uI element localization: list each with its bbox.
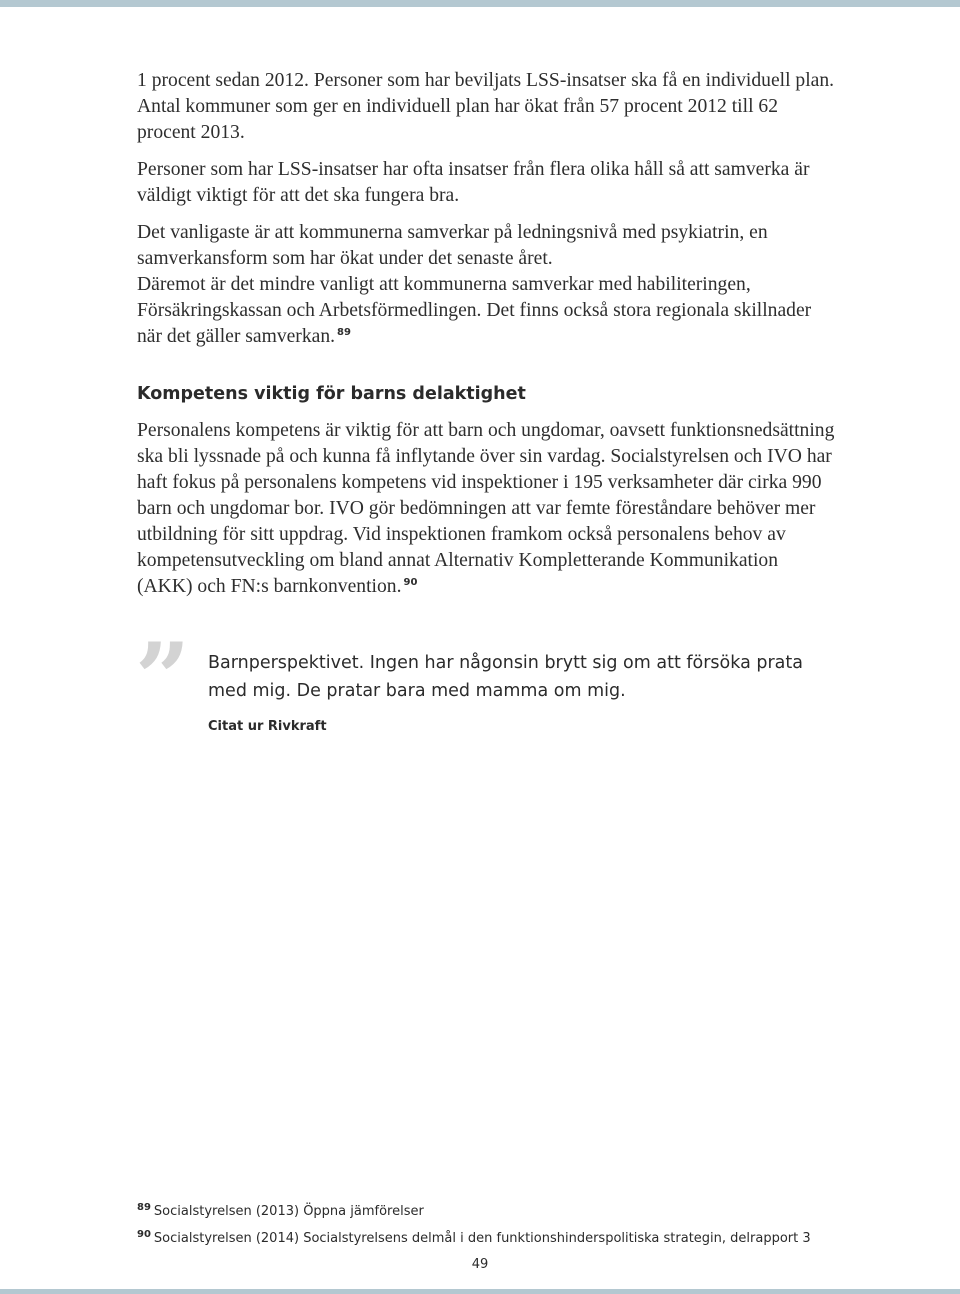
main-content [137,68,837,611]
paragraph-1: 1 procent sedan 2012. Personer som har beviljats LSS-insatser ska få en individuell plan. Antal kommuner som ger en individuell plan har ökat från 57 procent 2012 till 62 procent 2013. [137,70,835,143]
quote-mark-icon: ” [135,622,191,735]
footnote-number: 89 [137,1202,151,1213]
pull-quote [135,622,837,745]
paragraph-2: Personer som har LSS-insatser har ofta insatser från flera olika håll så att samverka är väldigt viktigt för att det ska fungera bra. [137,159,810,206]
top-border-bar [0,0,960,7]
paragraph-4-text: Däremot är det mindre vanligt att kommunerna samverkar med habiliteringen, Försäkringskassan och Arbetsförmedlingen. Det finns också stora regionala skillnader när det gäller samverkan. [137,274,812,347]
footnote-89 [137,1196,897,1223]
footnote-ref-89: 89 [337,327,351,338]
footnote-90 [137,1223,897,1250]
footnote-text: Socialstyrelsen (2013) Öppna jämförelser [153,1204,424,1219]
section-body-text: Personalens kompetens är viktig för att barn och ungdomar, oavsett funktionsnedsättning ska bli lyssnade på och kunna få inflytande över sin vardag. Socialstyrelsen och IVO har haft fokus på personalens kompetens vid inspektioner i 195 verksamheter där cirka 990 barn och ungdomar bor. IVO gör bedömningen att var femte föreståndare behöver mer utbildning för sitt uppdrag. Vid inspektionen framkom också personalens behov av kompetensutveckling om bland annat Alternativ Kompletterande Kommunikation (AKK) och FN:s barnkonvention. [137,420,835,597]
footnote-text: Socialstyrelsen (2014) Socialstyrelsens delmål i den funktionshinderspolitiska strategin, delrapport 3 [153,1231,811,1246]
page-number: 49 [471,1257,489,1272]
section-heading: Kompetens viktig för barns delaktighet [137,384,526,404]
footnotes [137,1196,897,1250]
quote-source: Citat ur Rivkraft [208,719,327,734]
footnote-number: 90 [137,1229,151,1240]
footnote-ref-90: 90 [403,577,418,588]
bottom-border-bar [0,1289,960,1294]
paragraph-3: Det vanligaste är att kommunerna samverkar på ledningsnivå med psykiatrin, en samverkansform som har ökat under det senaste året. [137,222,768,269]
quote-text: Barnperspektivet. Ingen har någonsin brytt sig om att försöka prata med mig. De pratar bara med mamma om mig. [208,653,803,701]
section-body [137,418,837,600]
paragraph-4 [137,272,837,350]
